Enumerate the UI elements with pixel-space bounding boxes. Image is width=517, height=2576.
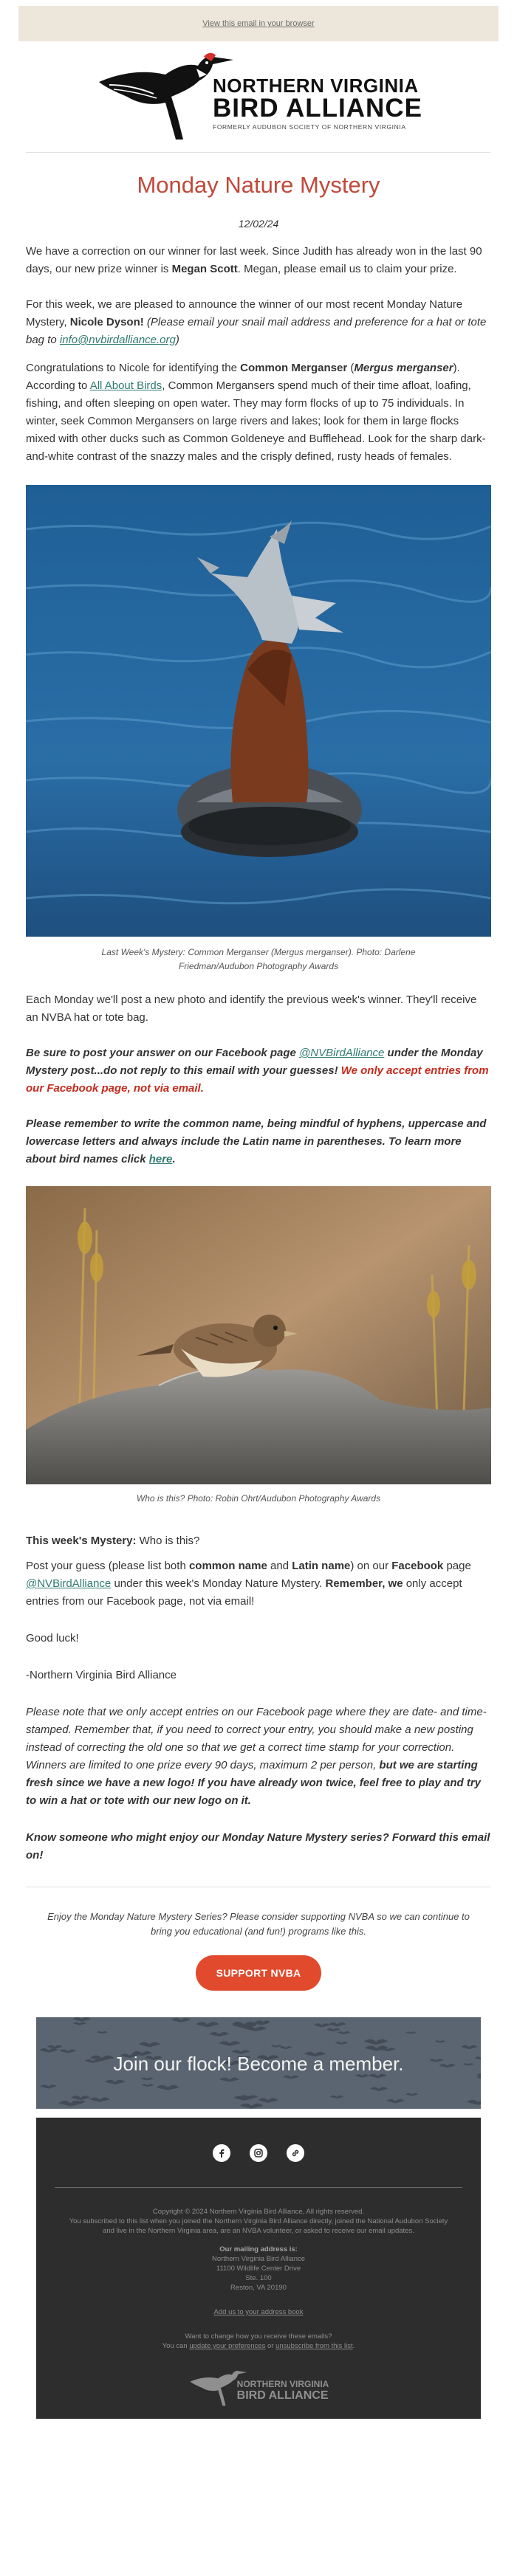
- address-line: 11100 Wildlife Center Drive: [216, 2265, 301, 2273]
- footer-logo: [36, 2367, 481, 2408]
- vcard-link[interactable]: Add us to your address book: [213, 2308, 304, 2316]
- facebook-note: Be sure to post your answer on our Facebook page @NVBirdAlliance under the Monday Mystery post...do not reply to this email with your guesses! We only accept entries from our Facebook page, not via email.: [26, 1047, 489, 1095]
- email-root: [0, 6, 517, 2419]
- support-intro: Enjoy the Monday Nature Mystery Series? Please consider supporting NVBA so we can continue to bring you educational (and fun!) programs like this.: [47, 1911, 470, 1937]
- post-guess-paragraph: Post your guess (please list both common name and Latin name) on our Facebook page @NVBirdAlliance under this week's Monday Nature Mystery. Remember, we only accept entries from our Facebook page, not via email!: [26, 1560, 471, 1608]
- last-week-caption: Last Week's Mystery: Common Merganser (Mergus merganser). Photo: Darlene Friedman/Audubon Photography Awards: [101, 947, 416, 971]
- good-luck: Good luck!: [26, 1632, 79, 1645]
- page-title: Monday Nature Mystery: [137, 172, 380, 198]
- logo-tagline: FORMERLY AUDUBON SOCIETY OF NORTHERN VIRGINIA: [213, 123, 406, 131]
- social-links: [36, 2118, 481, 2162]
- congrats-paragraph: Congratulations to Nicole for identifying the Common Merganser (Mergus merganser). According to All About Birds, Common Mergansers spend much of their time afloat, loafing, fishing, and often sleeping on open water. They may form flocks of up to 75 individuals. In winter, seek Common Mergansers on large rivers and lakes; look for them in large flocks mixed with other ducks such as Common Goldeneye and Bufflehead. Look for the sharp dark-and-white contrast of the snazzy males and the crisply defined, rusty heads of females.: [26, 362, 486, 463]
- mystery-caption: Who is this? Photo: Robin Ohrt/Audubon Photography Awards: [136, 1493, 381, 1504]
- change-question: Want to change how you receive these emails?: [185, 2332, 332, 2341]
- announce-paragraph: For this week, we are pleased to announce the winner of our most recent Monday Nature Mystery, Nicole Dyson! (Please email your snail mail address and preference for a hat or tote bag to info@nvbirdalliance.org): [26, 298, 487, 346]
- email-link[interactable]: info@nvbirdalliance.org: [59, 334, 176, 346]
- footer-divider: [55, 2187, 462, 2188]
- browser-view-bar: [18, 6, 499, 41]
- signature: -Northern Virginia Bird Alliance: [26, 1669, 177, 1681]
- nvba-logo[interactable]: [95, 52, 422, 141]
- address-line: Ste. 100: [245, 2274, 272, 2282]
- view-in-browser-link[interactable]: View this email in your browser: [202, 19, 315, 28]
- facebook-handle-link[interactable]: @NVBirdAlliance: [299, 1047, 385, 1059]
- mystery-bird-photo: [26, 1186, 491, 1484]
- all-about-birds-link[interactable]: All About Birds: [89, 379, 162, 392]
- main-content: [26, 172, 491, 1991]
- correction-winner: Megan Scott: [171, 263, 238, 275]
- issue-date: 12/02/24: [238, 218, 279, 230]
- bird-names-link[interactable]: here: [148, 1153, 173, 1165]
- footer: [36, 2118, 481, 2419]
- winner-name: Nicole Dyson!: [69, 316, 144, 328]
- link-icon[interactable]: [287, 2144, 304, 2162]
- facebook-icon[interactable]: [213, 2144, 230, 2162]
- forward-note: Know someone who might enjoy our Monday Nature Mystery series? Forward this email on!: [26, 1831, 490, 1862]
- each-monday-paragraph: Each Monday we'll post a new photo and identify the previous week's winner. They'll receive an NVBA hat or tote bag.: [26, 993, 477, 1024]
- support-section: [26, 1909, 491, 1991]
- rules-paragraph: Please note that we only accept entries on our Facebook page where they are date- and time-stamped. Remember that, if you need to correct your entry, you should make a new posting instead of correcting the old one so that we get a correct time stamp for your correction. Winners are limited to one prize every 90 days, maximum 2 per person, but we are starting fresh since we have a new logo! If you have already won twice, feel free to play and try to win a hat or tote with our new logo on it.: [26, 1706, 487, 1807]
- this-week-line: This week's Mystery: Who is this?: [26, 1535, 200, 1547]
- subscribed-note: You subscribed to this list when you joined the Northern Virginia Bird Alliance directly, joined the National Audubon Society and live in the Northern Virginia area, are an NVBA volunteer, or asked to receive our email updates.: [69, 2217, 448, 2235]
- address-line: Northern Virginia Bird Alliance: [211, 2255, 306, 2263]
- footer-logo-line1: NORTHERN VIRGINIA: [236, 2379, 329, 2389]
- header-logo-area: [0, 41, 517, 152]
- mailing-address-label: Our mailing address is:: [219, 2245, 298, 2253]
- update-preferences-link[interactable]: update your preferences: [189, 2342, 266, 2350]
- preferences-line: You can update your preferences or unsubscribe from this list.: [162, 2342, 355, 2350]
- unsubscribe-link[interactable]: unsubscribe from this list: [275, 2342, 353, 2350]
- facebook-handle-link-2[interactable]: @NVBirdAlliance: [26, 1577, 112, 1590]
- divider: [26, 152, 491, 153]
- correction-paragraph: We have a correction on our winner for last week. Since Judith has already won in the last 90 days, our new prize winner is Megan Scott. Megan, please email us to claim your prize.: [26, 245, 482, 275]
- join-banner[interactable]: [36, 2017, 481, 2109]
- copyright: Copyright © 2024 Northern Virginia Bird Alliance, All rights reserved.: [152, 2208, 365, 2216]
- instagram-icon[interactable]: [250, 2144, 267, 2162]
- logo-line-northern-virginia: NORTHERN VIRGINIA: [213, 75, 419, 97]
- address-line: Reston, VA 20190: [230, 2284, 287, 2292]
- footer-logo-line2: BIRD ALLIANCE: [236, 2389, 329, 2402]
- support-nvba-button[interactable]: SUPPORT NVBA: [196, 1955, 322, 1991]
- names-note: Please remember to write the common name, being mindful of hyphens, uppercase and lowercase letters and always include the Latin name in parentheses. To learn more about bird names click here.: [26, 1117, 487, 1165]
- logo-line-bird-alliance: BIRD ALLIANCE: [213, 94, 422, 123]
- merganser-photo: [26, 485, 491, 937]
- join-banner-text: Join our flock! Become a member.: [113, 2053, 404, 2075]
